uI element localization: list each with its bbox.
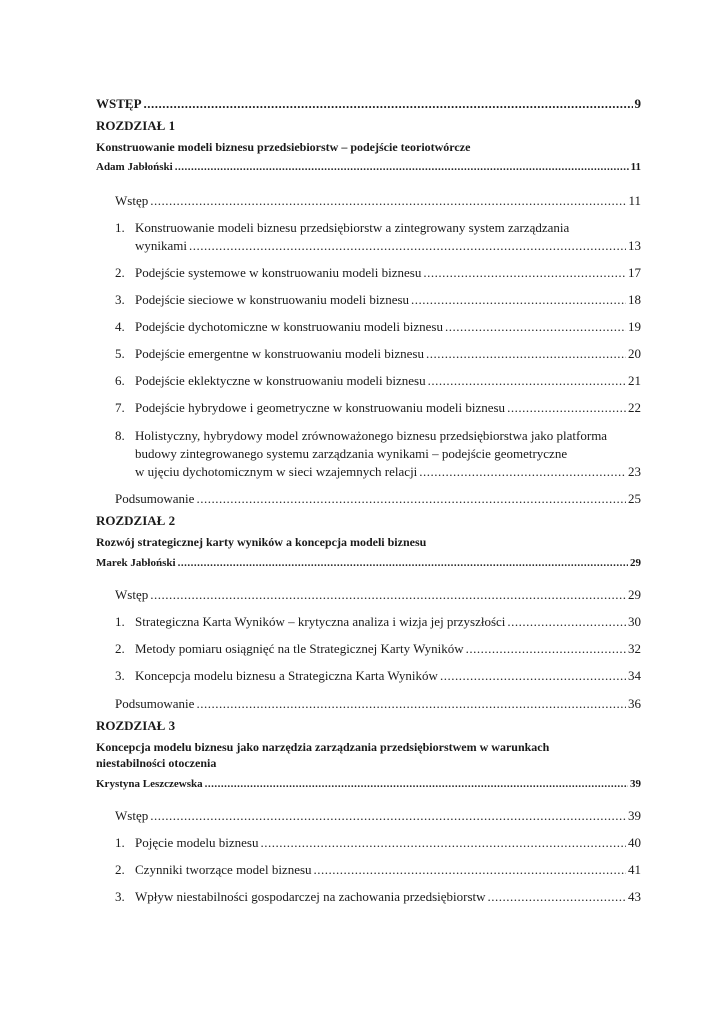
- toc-item-text: Wpływ niestabilności gospodarczej na zachowania przedsiębiorstw: [135, 889, 486, 904]
- chapter-heading: ROZDZIAŁ 2: [96, 513, 176, 528]
- toc-item: [115, 835, 641, 851]
- toc-item-number: 7.: [115, 400, 125, 415]
- leader-dots: [428, 373, 626, 389]
- page-number: 40: [628, 835, 641, 850]
- toc-item-text: w ujęciu dychotomicznym w sieci wzajemnych relacji: [135, 464, 418, 479]
- toc-item-number: 1.: [115, 220, 125, 235]
- toc-item-text: Podejście sieciowe w konstruowaniu modeli biznesu: [135, 292, 410, 307]
- toc-entry-wstep: [115, 193, 641, 209]
- leader-dots: [440, 668, 626, 684]
- chapter-title: Konstruowanie modeli biznesu przedsiebiorstw – podejście teoriotwórcze: [96, 140, 471, 154]
- toc-item: [115, 641, 641, 657]
- chapter-author: [96, 161, 641, 173]
- page-number: 9: [634, 96, 641, 111]
- page-number: 32: [628, 641, 641, 656]
- toc-item: [115, 614, 641, 630]
- toc-item-text: Koncepcja modelu biznesu a Strategiczna Karta Wyników: [135, 668, 438, 683]
- page-number: 29: [630, 557, 641, 569]
- toc-item-text: Podejście emergentne w konstruowaniu modeli biznesu: [135, 346, 424, 361]
- author-name: Krystyna Leszczewska: [96, 778, 203, 790]
- leader-dots: [426, 346, 626, 362]
- page-number: 41: [628, 862, 641, 877]
- chapter-author: [96, 778, 641, 790]
- toc-item-text: budowy zintegrowanego systemu zarządzania wynikami – podejście geometryczne: [135, 446, 568, 461]
- toc-item-text: Metody pomiaru osiągnięć na tle Strategicznej Karty Wyników: [135, 641, 464, 656]
- page-number: 39: [630, 778, 641, 790]
- toc-item: [115, 292, 641, 308]
- leader-dots: [150, 808, 626, 824]
- page-number: 13: [628, 238, 641, 253]
- page-number: 22: [628, 400, 641, 415]
- toc-item-number: 1.: [115, 835, 125, 850]
- toc-item: [115, 862, 641, 878]
- page-number: 29: [628, 587, 641, 602]
- leader-dots: [150, 193, 626, 209]
- toc-item-number: 2.: [115, 862, 125, 877]
- author-name: Adam Jabłoński: [96, 161, 173, 173]
- toc-item-number: 2.: [115, 641, 125, 656]
- leader-dots: [419, 464, 626, 480]
- leader-dots: [205, 778, 628, 790]
- leader-dots: [411, 292, 626, 308]
- page-number: 21: [628, 373, 641, 388]
- page-number: 20: [628, 346, 641, 361]
- entry-label: WSTĘP: [96, 96, 142, 111]
- leader-dots: [507, 400, 626, 416]
- toc-item-text: wynikami: [135, 238, 187, 253]
- page-number: 23: [628, 464, 641, 479]
- toc-entry-wstep: [115, 587, 641, 603]
- toc-item-text: Holistyczny, hybrydowy model zrównoważonego biznesu przedsiębiorstwa jako platforma: [135, 428, 608, 443]
- toc-item-number: 1.: [115, 614, 125, 629]
- entry-label: Wstęp: [115, 587, 149, 602]
- leader-dots: [466, 641, 626, 657]
- author-name: Marek Jabłoński: [96, 557, 176, 569]
- leader-dots: [488, 889, 626, 905]
- chapter-heading: ROZDZIAŁ 3: [96, 718, 176, 733]
- page-number: 11: [628, 193, 641, 208]
- toc-item: [135, 238, 641, 254]
- toc-item: [115, 265, 641, 281]
- toc-item: [115, 400, 641, 416]
- page-number: 30: [628, 614, 641, 629]
- toc-entry-wstep: [115, 808, 641, 824]
- toc-item: [135, 464, 641, 480]
- entry-label: Podsumowanie: [115, 491, 195, 506]
- toc-item-text: Podejście hybrydowe i geometryczne w konstruowaniu modeli biznesu: [135, 400, 506, 415]
- toc-item-text: Podejście systemowe w konstruowaniu modeli biznesu: [135, 265, 422, 280]
- page-number: 43: [628, 889, 641, 904]
- page-number: 18: [628, 292, 641, 307]
- toc-item-number: 2.: [115, 265, 125, 280]
- toc-item-text: Strategiczna Karta Wyników – krytyczna analiza i wizja jej przyszłości: [135, 614, 506, 629]
- toc-item-text: Konstruowanie modeli biznesu przedsiębiorstw a zintegrowany system zarządzania: [135, 220, 570, 235]
- toc-item-number: 6.: [115, 373, 125, 388]
- entry-label: Podsumowanie: [115, 696, 195, 711]
- leader-dots: [189, 238, 626, 254]
- leader-dots: [196, 696, 626, 712]
- chapter-title: Koncepcja modelu biznesu jako narzędzia zarządzania przedsiębiorstwem w warunkach: [96, 740, 550, 754]
- page-number: 17: [628, 265, 641, 280]
- leader-dots: [178, 557, 628, 569]
- page-number: 19: [628, 319, 641, 334]
- toc-item-text: Podejście eklektyczne w konstruowaniu modeli biznesu: [135, 373, 426, 388]
- leader-dots: [150, 587, 626, 603]
- page-number: 25: [628, 491, 641, 506]
- leader-dots: [314, 862, 626, 878]
- toc-entry-summary: [115, 696, 641, 712]
- chapter-title: Rozwój strategicznej karty wyników a koncepcja modeli biznesu: [96, 535, 427, 549]
- chapter-title: niestabilności otoczenia: [96, 756, 217, 770]
- page-number: 39: [628, 808, 641, 823]
- leader-dots: [144, 96, 633, 112]
- toc-item-text: Pojęcie modelu biznesu: [135, 835, 259, 850]
- toc-item-number: 3.: [115, 292, 125, 307]
- toc-entry-summary: [115, 491, 641, 507]
- toc-item: [115, 319, 641, 335]
- toc-item-number: 3.: [115, 889, 125, 904]
- page-number: 36: [628, 696, 641, 711]
- toc-item: [115, 889, 641, 905]
- toc-item-number: 3.: [115, 668, 125, 683]
- toc-item-number: 8.: [115, 428, 125, 443]
- chapter-heading: ROZDZIAŁ 1: [96, 118, 176, 133]
- toc-item: [115, 346, 641, 362]
- entry-label: Wstęp: [115, 193, 149, 208]
- toc-item-text: Czynniki tworzące model biznesu: [135, 862, 312, 877]
- leader-dots: [423, 265, 626, 281]
- page-number: 34: [628, 668, 641, 683]
- toc-item-text: Podejście dychotomiczne w konstruowaniu modeli biznesu: [135, 319, 443, 334]
- leader-dots: [196, 491, 626, 507]
- leader-dots: [260, 835, 626, 851]
- toc-entry-intro: [96, 96, 641, 112]
- leader-dots: [445, 319, 626, 335]
- page-number: 11: [630, 161, 641, 173]
- toc-item-number: 5.: [115, 346, 125, 361]
- entry-label: Wstęp: [115, 808, 149, 823]
- toc-item: [115, 668, 641, 684]
- leader-dots: [175, 161, 629, 173]
- toc-item-number: 4.: [115, 319, 125, 334]
- leader-dots: [507, 614, 626, 630]
- chapter-author: [96, 557, 641, 569]
- toc-item: [115, 373, 641, 389]
